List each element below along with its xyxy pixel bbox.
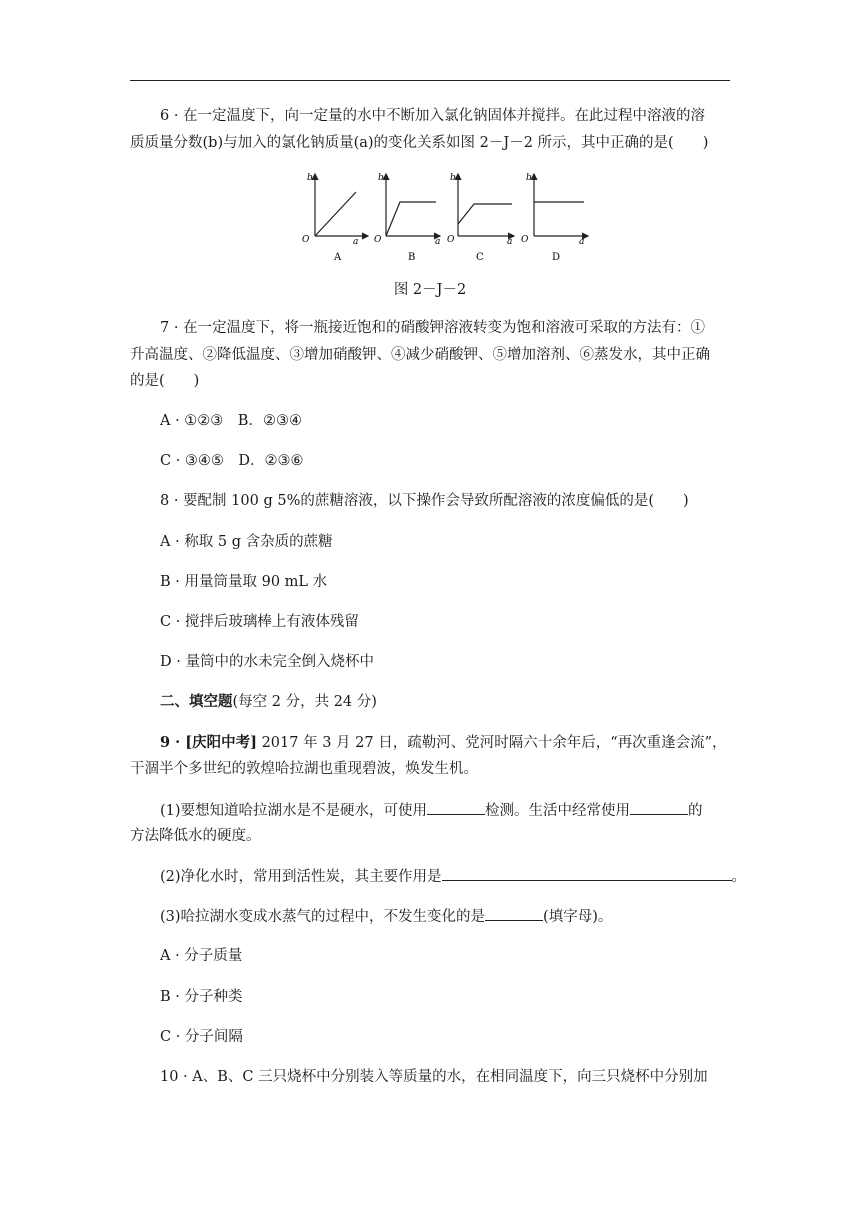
q9-line1-text: 2017 年 3 月 27 日，疏勒河、党河时隔六十余年后，“再次重逢会流”， (256, 735, 727, 751)
figure-caption: 图 2－J－2 (393, 282, 467, 298)
graph-b-curve (386, 202, 436, 236)
q9-tag: 9 · [庆阳中考] (160, 734, 257, 751)
q8-option-b: B · 用量筒量取 90 mL 水 (160, 574, 328, 590)
graph-c-label: C (476, 252, 484, 263)
q10-line1: 10 · A、B、C 三只烧杯中分别装入等质量的水，在相同温度下，向三只烧杯中分别加 (160, 1069, 708, 1085)
header-rule (130, 80, 730, 81)
section-2-heading (160, 692, 377, 712)
graph-d-origin: O (521, 235, 529, 245)
graph-a-origin: O (302, 235, 310, 245)
graph-a-curve (315, 192, 356, 236)
graph-c-curve (458, 204, 512, 224)
q9-part3-text-a: (3)哈拉湖水变成水蒸气的过程中，不发生变化的是 (160, 909, 486, 925)
q6-line1: 6 · 在一定温度下，向一定量的水中不断加入氯化钠固体并搅拌。在此过程中溶液的溶 (160, 108, 706, 124)
q9-option-b: B · 分子种类 (160, 989, 243, 1005)
q9-blank-2[interactable] (630, 800, 688, 815)
q9-blank-4[interactable] (485, 906, 543, 921)
section-2-note: (每空 2 分，共 24 分) (232, 694, 377, 710)
q8-option-a: A · 称取 5 g 含杂质的蔗糖 (160, 534, 333, 550)
q9-part1-text-c: 的 (688, 803, 703, 819)
q7-line3: 的是( ) (130, 373, 200, 389)
graph-c-y-label: b (450, 173, 456, 183)
q7-line1: 7 · 在一定温度下，将一瓶接近饱和的硝酸钾溶液转变为饱和溶液可采取的方法有：① (160, 320, 706, 336)
q9-line2: 干涸半个多世纪的敦煌哈拉湖也重现碧波，焕发生机。 (130, 761, 478, 777)
q9-part1-text-a: (1)要想知道哈拉湖水是不是硬水，可使用 (160, 803, 428, 819)
q9-blank-1[interactable] (427, 800, 485, 815)
graph-c-origin: O (447, 235, 455, 245)
graph-a-y-label: b (307, 173, 313, 183)
graph-a (302, 173, 368, 263)
q9-option-c: C · 分子间隔 (160, 1029, 243, 1045)
graph-d (521, 173, 588, 263)
q9-part1-line2: 方法降低水的硬度。 (130, 828, 261, 844)
section-2-title: 二、填空题 (160, 693, 233, 710)
q9-part2 (160, 866, 746, 887)
q9-part1-text-b: 检测。生活中经常使用 (485, 803, 631, 819)
q7-line2: 升高温度、②降低温度、③增加硝酸钾、④减少硝酸钾、⑤增加溶剂、⑥蒸发水，其中正确 (130, 347, 710, 363)
q9-part1 (160, 800, 703, 821)
q9-option-a: A · 分子质量 (160, 948, 243, 964)
q9-blank-3[interactable] (442, 866, 732, 881)
figure-2-J-2 (290, 168, 590, 268)
q9-part3 (160, 906, 612, 927)
q8-option-d: D · 量筒中的水未完全倒入烧杯中 (160, 654, 374, 670)
q7-options-ab: A · ①②③ B．②③④ (160, 413, 302, 429)
q9-line1 (160, 733, 727, 753)
graph-a-label: A (334, 252, 342, 263)
graph-d-x-label: a (579, 237, 585, 247)
q9-part3-text-b: (填字母)。 (543, 909, 613, 925)
graph-b (374, 173, 440, 263)
q9-part2-text-b: 。 (731, 869, 747, 885)
q9-part2-text-a: (2)净化水时，常用到活性炭，其主要作用是 (160, 869, 442, 885)
graph-b-x-label: a (435, 237, 441, 247)
graph-d-label: D (552, 252, 561, 263)
q6-line2: 质质量分数(b)与加入的氯化钠质量(a)的变化关系如图 2－J－2 所示，其中正确的是( ) (130, 135, 709, 151)
graph-a-x-label: a (353, 237, 359, 247)
graph-c (447, 173, 514, 263)
q7-options-cd: C · ③④⑤ D．②③⑥ (160, 453, 304, 469)
graph-d-y-label: b (526, 173, 532, 183)
graph-b-y-label: b (378, 173, 384, 183)
graph-c-x-label: a (507, 237, 513, 247)
graph-b-origin: O (374, 235, 382, 245)
q8-option-c: C · 搅拌后玻璃棒上有液体残留 (160, 614, 359, 630)
q8-stem: 8 · 要配制 100 g 5%的蔗糖溶液，以下操作会导致所配溶液的浓度偏低的是( ) (160, 493, 689, 509)
graph-b-label: B (408, 252, 416, 263)
